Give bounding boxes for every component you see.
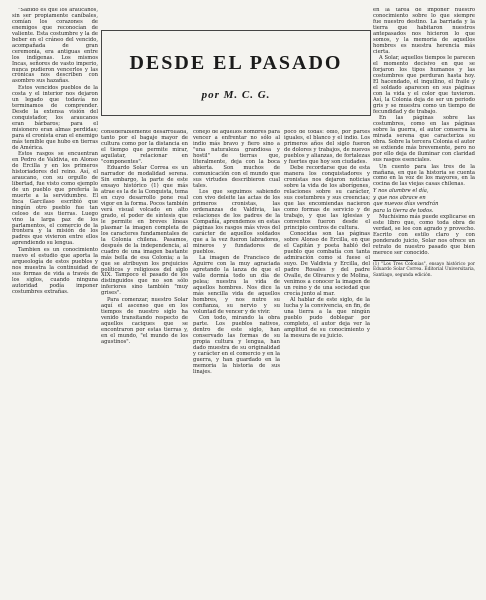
- verse-line: Y nos alumbre el día,: [373, 187, 429, 194]
- paragraph: Estos rasgos se encuentran en Pedro de Valdivia, en Alonso de Ercilla y en los primeros historiadores del reino. Así, el araucano, con su orgullo de libertad, fue visto como ejemplo de un pueblo que prefería la muerte a la servidumbre. El Inca Garcilaso escribió que ningún otro pueblo fue tan celoso de sus tierras. Luego vino la larga paz de los parlamentos, el comercio de la frontera y la misión de los padres que vivieron entre ellos aprendiendo su lengua.: [12, 151, 98, 247]
- article-title: DESDE EL PASADO: [129, 52, 343, 74]
- paragraph: La imagen de Francisco de Aguirre con la muy agraciada apretando la lanza de que el valle dormía todo un día de pelea; nuestra la vida de aquellos hombres. Nos dice la más sencilla vida de aquellos hombres, y nos nutre su confianza, su nervio y su voluntad de vencer y de vivir.: [193, 255, 280, 315]
- paragraph: Con todo, mirando la obra parte. Los pueblos nativos, dentro de este siglo, han conservado las formas de su propia cultura y lengua, han dado muestra de su originalidad y carácter en el comercio y en la guerra, y han guardado en la memoria la historia de sus linajes.: [193, 315, 280, 375]
- paragraph: Debe recordarse que de esta manera los conquistadores y cronistas nos dejaron noticias sobre la vida de los aborígenes, relaciones sobre su carácter, sus costumbres y sus creencias; que las encomiendas nacieron como formas de servicio y de trabajo, y que las iglesias y conventos fueron desde el principio centros de cultura.: [284, 165, 370, 231]
- paragraph: conejo de aquellos hombres para vencer a enfrentar no sólo al indio más bravo y fiero sino a "una naturaleza grandiosa y hostil" de tierras que, literalmente, deja con la boca abierta. Son muchos de comunicación con el mundo que sus virtudes describieron cual tales.: [193, 130, 280, 189]
- verse-line: que nuevos días vendrán: [373, 201, 439, 208]
- paragraph: considerablemente desarrollada, tanto por el bagaje mayor de cultura como por la distancia en el tiempo que permite mirar, aquilatar, relacionar en "componentes".: [101, 130, 188, 165]
- paragraph: poco de todas: odio, por partes iguales, el blanco y el indio. Los primeros años del siglo fueron de dolores y trabajos, de nuevos pueblos y alianzas, de fortalezas y fuertes que hoy son ciudades.: [284, 130, 370, 165]
- paragraph: Tambien es un conocimiento nuevo el estudio que aporta la arqueología de estos pueblos y nos muestra la continuidad de sus formas de vida a través de los siglos, cuando ninguna autoridad podía imponer costumbres extrañas.: [12, 246, 98, 295]
- paragraph: "Sabido es que los araucanos, sin ser propiamente caníbales, comían los corazones de enemigos que reconocían de valiente. Esta costumbre y la de beber en el cráneo del vencido, acompañada de gran ceremonia, era antiguas entre los indígenas. Los mismos Incas, señores de vasto imperio, nunca pudieron vencerlos y las crónicas nos describen con asombro sus hazañas.: [12, 8, 98, 85]
- paragraph: Eduardo Solar Correa es un narrador de modalidad serena. Sin embargo, la parte de este ensayo histórico (1) que más atrae es la de la Conquista, tema en cuyo desarrollo pone real vigor en la forma. Pocos también verá visual volcado en alto grado, el poder de síntesis que le permite en breves líneas plasmar la imagen completa de los caracteres fundamentales de la Colonia chilena. Pasamos, después de la independencia, al cuadro de una imagen bastante más bella de esa Colonia; a la que se atribuyen los prejuicios políticos y religiosos del siglo XIX. Tampoco el pasado de los distinguidos que no son sólo inferiores sino también "muy grises".: [101, 165, 188, 297]
- footnote-divider: [373, 260, 413, 261]
- paragraph: Al hablar de este siglo, de la lucha y la convivencia, en fin, de una tierra a la que ningún pueblo pudo doblegar por completo, el autor deja ver la amplitud de su conocimiento y la mesura de su juicio.: [284, 297, 370, 340]
- verse-line: para la tierra de todos.: [373, 207, 434, 214]
- column-3: [193, 130, 280, 592]
- article-byline: por M. C. G.: [201, 89, 271, 101]
- title-box: [101, 30, 371, 116]
- paragraph: Conocidas son las páginas sobre Alonso de Ercilla, en que el Capitán y poeta habló del pueblo que combatía con tanta admiración como si fuese el suyo. De Valdivia y Ercilla, del padre Rosales y del padre Ovalle, de Olivares y de Molina, venimos a conocer la imagen de un reino y de una sociedad que crecía junto al mar.: [284, 231, 370, 297]
- paragraph: en la tarea de imponer nuestro conocimiento sobre lo que siempre fue nuestro destino. La barriada y la tierra que habitaron nuestros antepasados nos hicieron lo que somos, y la memoria de aquellos hombres es nuestra herencia más cierta.: [373, 8, 475, 55]
- verse-line: y que nos abrace en: [373, 194, 426, 201]
- paragraph: Muchísimo más puede explicarse en este libro que, como toda obra de verdad, se lee con agrado y provecho. Escrito con estilo claro y con ponderado juicio, Solar nos ofrece un retrato de nuestro pasado que bien merece ser conocido.: [373, 214, 475, 256]
- footnote: (1) "Los Tres Colonias", ensayo histórico por Eduardo Solar Correa. Editorial Universitaria, Santiago, segunda edición.: [373, 262, 475, 278]
- paragraph: Los que seguimos sabiendo con vivo deleite las actas de los primeros cronistas, las ordenanzas de Valdivia, las relaciones de los padres de la Compañía, aprendemos en estas páginas los rasgos más vivos del carácter de aquellos soldados que a la vez fueron labradores, mineros y fundadores de pueblos.: [193, 189, 280, 255]
- column-4: [284, 130, 370, 592]
- paragraph: Un cuento para las tres de la mañana, en que la historia se cuenta como en la voz de los mayores, en la cocina de las viejas casas chilenas.: [373, 163, 475, 188]
- column-2: [101, 130, 188, 592]
- paragraph: En las páginas sobre las costumbres, como en las páginas sobre la guerra, el autor conserva la mirada serena que caracteriza su obra. Sobre la tercera Colonia el autor se extiende más brevemente, pero no por ello deja de iluminar con claridad sus rasgos esenciales.: [373, 115, 475, 164]
- paragraph: A Solar, aquellos tiempos le parecen el momento decisivo en que se forjaron los tipos humanos y las costumbres que perduran hasta hoy. El hacendado, el inquilino, el fraile y el soldado aparecen en sus páginas con la vida y el color que tuvieron. Así, la Colonia deja de ser un periodo gris y se muestra como un tiempo de fecundidad y de trabajo.: [373, 55, 475, 115]
- paragraph: Para comenzar, nuestro Solar aquí el ascenso que en los tiempos de nuestro siglo ha venido transitando respecto de aquellos caciques que se encontraron por estas tierras y, en el mundo, "el mundo de los agustinos".: [101, 296, 188, 345]
- paragraph: Estos vencidos pueblos de la costa y el interior nos dejaron un legado que todavía no terminamos de comprender. Desde la extensa visión del conquistador, los araucanos eran bárbaros; para el misionero eran almas perdidas; para el cronista eran el enemigo más temible que hubo en tierras de América.: [12, 84, 98, 151]
- column-1: [12, 8, 98, 592]
- column-5: [373, 8, 475, 592]
